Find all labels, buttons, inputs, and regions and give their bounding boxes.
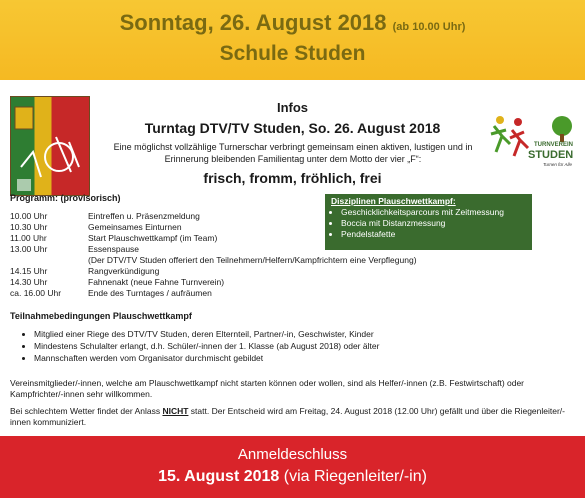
schedule-time: 13.00 Uhr bbox=[10, 244, 48, 254]
logo-text-main: TURNVEREIN bbox=[534, 142, 574, 148]
schedule-row bbox=[10, 255, 480, 266]
weather-note-c: statt. Der Entscheid wird am Freitag, 24. August 2018 (12.00 Uhr) gefällt und über die Riegenleiter/-innen kommuniziert. bbox=[10, 406, 565, 427]
event-date bbox=[0, 10, 585, 36]
schedule-row bbox=[10, 288, 480, 299]
registration-deadline bbox=[0, 468, 585, 486]
info-heading: Infos bbox=[276, 100, 309, 115]
event-date-text: Sonntag, 26. August 2018 bbox=[119, 10, 387, 35]
schedule-text: Essenspause bbox=[88, 244, 140, 254]
schedule-time: ca. 16.00 Uhr bbox=[10, 288, 62, 298]
schedule-text: Eintreffen u. Präsenzmeldung bbox=[88, 211, 200, 221]
event-subheading: Turntag DTV/TV Studen, So. 26. August 2018 bbox=[144, 120, 441, 136]
schedule-text: Gemeinsames Einturnen bbox=[88, 222, 182, 232]
weather-note-a: Bei schlechtem Wetter findet der Anlass bbox=[10, 406, 163, 416]
disciplines-list bbox=[331, 207, 526, 240]
event-location: Schule Studen bbox=[219, 42, 366, 65]
intro-text: Eine möglichst vollzählige Turnerschar verbringt gemeinsam einen aktiven, lustigen und in Erinnerung bleibenden Familientag unter dem Motto der vier „F“: bbox=[113, 142, 473, 164]
logo-text-name: STUDEN bbox=[528, 149, 574, 161]
schedule-text: Start Plauschwettkampf (im Team) bbox=[88, 233, 218, 243]
schedule-time bbox=[10, 255, 88, 266]
schedule-time: 14.15 Uhr bbox=[10, 266, 48, 276]
schedule-text: Rangverkündigung bbox=[88, 266, 160, 276]
schedule-time: 10.30 Uhr bbox=[10, 222, 48, 232]
schedule-text: Ende des Turntages / aufräumen bbox=[88, 288, 212, 298]
discipline-item: • Geschicklichkeitsparcours mit Zeitmessung bbox=[341, 207, 526, 218]
event-time-note: (ab 10.00 Uhr) bbox=[392, 21, 466, 33]
schedule-row bbox=[10, 266, 480, 277]
condition-item: • Mitglied einer Riege des DTV/TV Studen, deren Elternteil, Partner/-in, Geschwister, Kinder bbox=[34, 328, 379, 340]
conditions-list bbox=[22, 328, 379, 364]
schedule-time: 14.30 Uhr bbox=[10, 277, 48, 287]
conditions-heading: Teilnahmebedingungen Plauschwettkampf bbox=[10, 311, 192, 321]
weather-note bbox=[10, 406, 575, 428]
helpers-note: Vereinsmitglieder/-innen, welche am Plauschwettkampf nicht starten können oder wollen, sind als Helfer/-innen (z.B. Festwirtschaft) oder Kampfrichter/-innen sehr willkommen. bbox=[10, 378, 525, 399]
weather-note-emphasis: NICHT bbox=[162, 406, 189, 416]
condition-item: • Mannschaften werden vom Organisator durchmischt gebildet bbox=[34, 352, 379, 364]
deadline-via: (via Riegenleiter/-in) bbox=[279, 468, 427, 485]
condition-item: • Mindestens Schulalter erlangt, d.h. Schüler/-innen der 1. Klasse (ab August 2018) oder älter bbox=[34, 340, 379, 352]
schedule-text: (Der DTV/TV Studen offeriert den Teilnehmern/Helfern/Kampfrichtern eine Verpflegung) bbox=[88, 255, 417, 265]
discipline-item: • Boccia mit Distanzmessung bbox=[341, 218, 526, 229]
motto: frisch, fromm, fröhlich, frei bbox=[203, 170, 382, 186]
schedule-time: 10.00 Uhr bbox=[10, 211, 48, 221]
logo-tagline: Turnen für Alle bbox=[543, 162, 573, 167]
disciplines-box bbox=[325, 194, 532, 250]
discipline-item: • Pendelstafette bbox=[341, 229, 526, 240]
schedule-row bbox=[10, 277, 480, 288]
deadline-date: 15. August 2018 bbox=[158, 468, 280, 485]
schedule-time: 11.00 Uhr bbox=[10, 233, 47, 243]
registration-label: Anmeldeschluss bbox=[237, 446, 348, 463]
schedule-text: Fahnenakt (neue Fahne Turnverein) bbox=[88, 277, 225, 287]
program-heading: Programm: (provisorisch) bbox=[10, 193, 121, 203]
disciplines-title: Disziplinen Plauschwettkampf: bbox=[331, 196, 456, 206]
